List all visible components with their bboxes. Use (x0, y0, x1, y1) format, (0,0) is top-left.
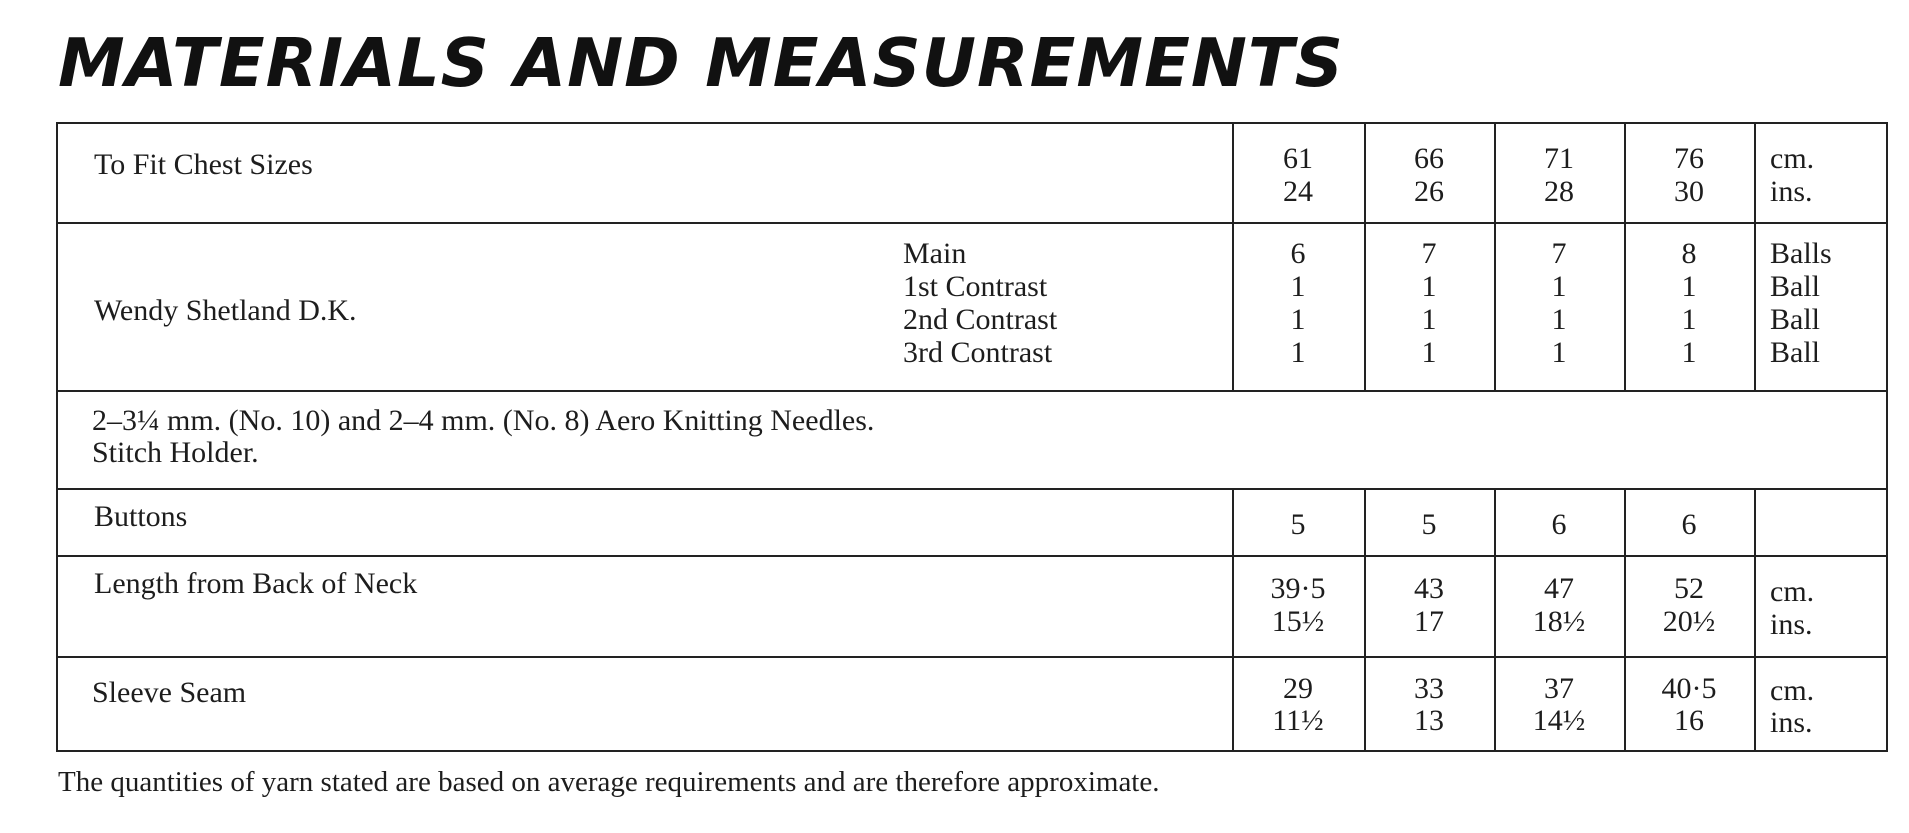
buttons-value: 5 (1421, 508, 1437, 541)
buttons-label: Buttons (94, 500, 188, 533)
yarn-quantity: 1 (1551, 270, 1567, 303)
unit-cm: cm. (1770, 142, 1815, 175)
length-ins-value: 15½ (1271, 605, 1325, 638)
yarn-unit: Ball (1770, 303, 1820, 336)
row-divider (58, 222, 1886, 224)
yarn-quantity: 1 (1421, 336, 1437, 369)
sleeve-cm-value: 33 (1414, 672, 1444, 705)
stitch-holder-line: Stitch Holder. (92, 436, 259, 469)
chest-ins-value: 30 (1674, 175, 1704, 208)
yarn-unit: Balls (1770, 237, 1832, 270)
chest-ins-value: 24 (1283, 175, 1313, 208)
sleeve-seam-label: Sleeve Seam (92, 676, 247, 709)
chest-ins-value: 26 (1414, 175, 1444, 208)
row-divider (58, 390, 1886, 392)
column-divider (1754, 124, 1756, 390)
unit-cm: cm. (1770, 674, 1815, 707)
yarn-quantity: 1 (1421, 270, 1437, 303)
sleeve-cm-value: 37 (1544, 672, 1574, 705)
length-cm-value: 43 (1414, 572, 1444, 605)
length-ins-value: 18½ (1532, 605, 1586, 638)
yarn-quantity: 7 (1421, 237, 1437, 270)
yarn-quantity: 1 (1421, 303, 1437, 336)
column-divider (1232, 124, 1234, 390)
yarn-quantity: 1 (1681, 303, 1697, 336)
buttons-value: 6 (1551, 508, 1567, 541)
yarn-colour-contrast-1: 1st Contrast (903, 270, 1048, 303)
length-cm-value: 47 (1544, 572, 1574, 605)
length-label: Length from Back of Neck (94, 567, 418, 600)
chest-cm-value: 61 (1283, 142, 1313, 175)
footnote: The quantities of yarn stated are based on average requirements and are therefore approximate. (58, 766, 1160, 798)
yarn-unit: Ball (1770, 270, 1820, 303)
unit-ins: ins. (1770, 608, 1813, 641)
length-ins-value: 20½ (1662, 605, 1716, 638)
length-cm-value: 39·5 (1270, 572, 1326, 605)
column-divider (1364, 488, 1366, 750)
chest-cm-value: 71 (1544, 142, 1574, 175)
column-divider (1624, 488, 1626, 750)
column-divider (1624, 124, 1626, 390)
page-title: MATERIALS AND MEASUREMENTS (58, 24, 1344, 102)
yarn-quantity: 1 (1551, 336, 1567, 369)
yarn-quantity: 1 (1290, 303, 1306, 336)
yarn-colour-contrast-2: 2nd Contrast (903, 303, 1058, 336)
yarn-quantity: 1 (1551, 303, 1567, 336)
needles-line: 2–3¼ mm. (No. 10) and 2–4 mm. (No. 8) Aero Knitting Needles. (92, 404, 875, 437)
yarn-quantity: 8 (1681, 237, 1697, 270)
yarn-quantity: 1 (1681, 336, 1697, 369)
buttons-value: 5 (1290, 508, 1306, 541)
unit-ins: ins. (1770, 706, 1813, 739)
column-divider (1232, 488, 1234, 750)
sleeve-ins-value: 16 (1674, 704, 1704, 737)
yarn-colour-contrast-3: 3rd Contrast (903, 336, 1053, 369)
yarn-colour-main: Main (903, 237, 967, 270)
chest-ins-value: 28 (1544, 175, 1574, 208)
chest-sizes-label: To Fit Chest Sizes (94, 148, 313, 181)
unit-cm: cm. (1770, 575, 1815, 608)
column-divider (1494, 488, 1496, 750)
yarn-quantity: 1 (1290, 270, 1306, 303)
yarn-quantity: 7 (1551, 237, 1567, 270)
buttons-value: 6 (1681, 508, 1697, 541)
sleeve-cm-value: 29 (1283, 672, 1313, 705)
yarn-quantity: 1 (1290, 336, 1306, 369)
yarn-quantity: 6 (1290, 237, 1306, 270)
materials-table (56, 122, 1888, 752)
chest-cm-value: 76 (1674, 142, 1704, 175)
chest-cm-value: 66 (1414, 142, 1444, 175)
sleeve-ins-value: 14½ (1532, 704, 1586, 737)
sleeve-cm-value: 40·5 (1661, 672, 1717, 705)
length-ins-value: 17 (1414, 605, 1444, 638)
yarn-label: Wendy Shetland D.K. (94, 294, 357, 327)
column-divider (1494, 124, 1496, 390)
row-divider (58, 555, 1886, 557)
row-divider (58, 656, 1886, 658)
row-divider (58, 488, 1886, 490)
yarn-quantity: 1 (1681, 270, 1697, 303)
sleeve-ins-value: 11½ (1272, 704, 1324, 737)
unit-ins: ins. (1770, 175, 1813, 208)
column-divider (1754, 488, 1756, 750)
sleeve-ins-value: 13 (1414, 704, 1444, 737)
length-cm-value: 52 (1674, 572, 1704, 605)
yarn-unit: Ball (1770, 336, 1820, 369)
column-divider (1364, 124, 1366, 390)
